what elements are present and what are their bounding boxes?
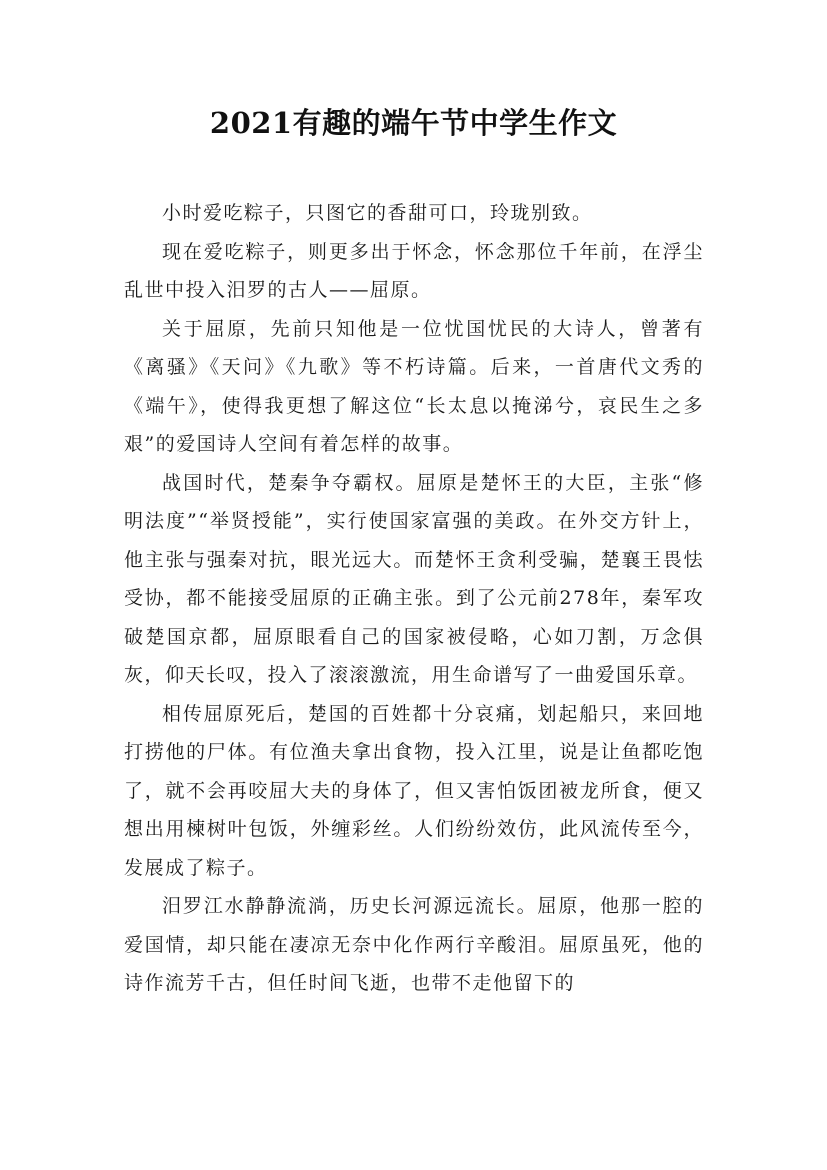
document-body <box>124 194 704 1003</box>
paragraph-3: 关于屈原，先前只知他是一位忧国忧民的大诗人，曾著有《离骚》《天问》《九歌》等不朽诗篇。后来，一首唐代文秀的《端午》，使得我更想了解这位“长太息以掩涕兮，哀民生之多艰”的爱国诗人空间有着怎样的故事。 <box>124 317 704 455</box>
paragraph-1: 小时爱吃粽子，只图它的香甜可口，玲珑别致。 <box>162 202 593 224</box>
document-title: 2021有趣的端午节中学生作文 <box>209 106 618 140</box>
paragraph-4: 战国时代，楚秦争夺霸权。屈原是楚怀王的大臣，主张“修明法度”“举贤授能”，实行使国家富强的美政。在外交方针上，他主张与强秦对抗，眼光远大。而楚怀王贪利受骗，楚襄王畏怯受协，都不能接受屈原的正确主张。到了公元前278年，秦军攻破楚国京都，屈原眼看自己的国家被侵略，心如刀割，万念俱灰，仰天长叹，投入了滚滚激流，用生命谱写了一曲爱国乐章。 <box>124 471 704 686</box>
paragraph-6: 汨罗江水静静流淌，历史长河源远流长。屈原，他那一腔的爱国情，却只能在凄凉无奈中化作两行辛酸泪。屈原虽死，他的诗作流芳千古，但任时间飞逝，也带不走他留下的 <box>124 895 704 994</box>
paragraph-2: 现在爱吃粽子，则更多出于怀念，怀念那位千年前，在浮尘乱世中投入汨罗的古人——屈原。 <box>124 240 704 301</box>
paragraph-5: 相传屈原死后，楚国的百姓都十分哀痛，划起船只，来回地打捞他的尸体。有位渔夫拿出食物，投入江里，说是让鱼都吃饱了，就不会再咬屈大夫的身体了，但又害怕饭团被龙所食，便又想出用楝树叶包饭，外缠彩丝。人们纷纷效仿，此风流传至今，发展成了粽子。 <box>124 702 704 879</box>
